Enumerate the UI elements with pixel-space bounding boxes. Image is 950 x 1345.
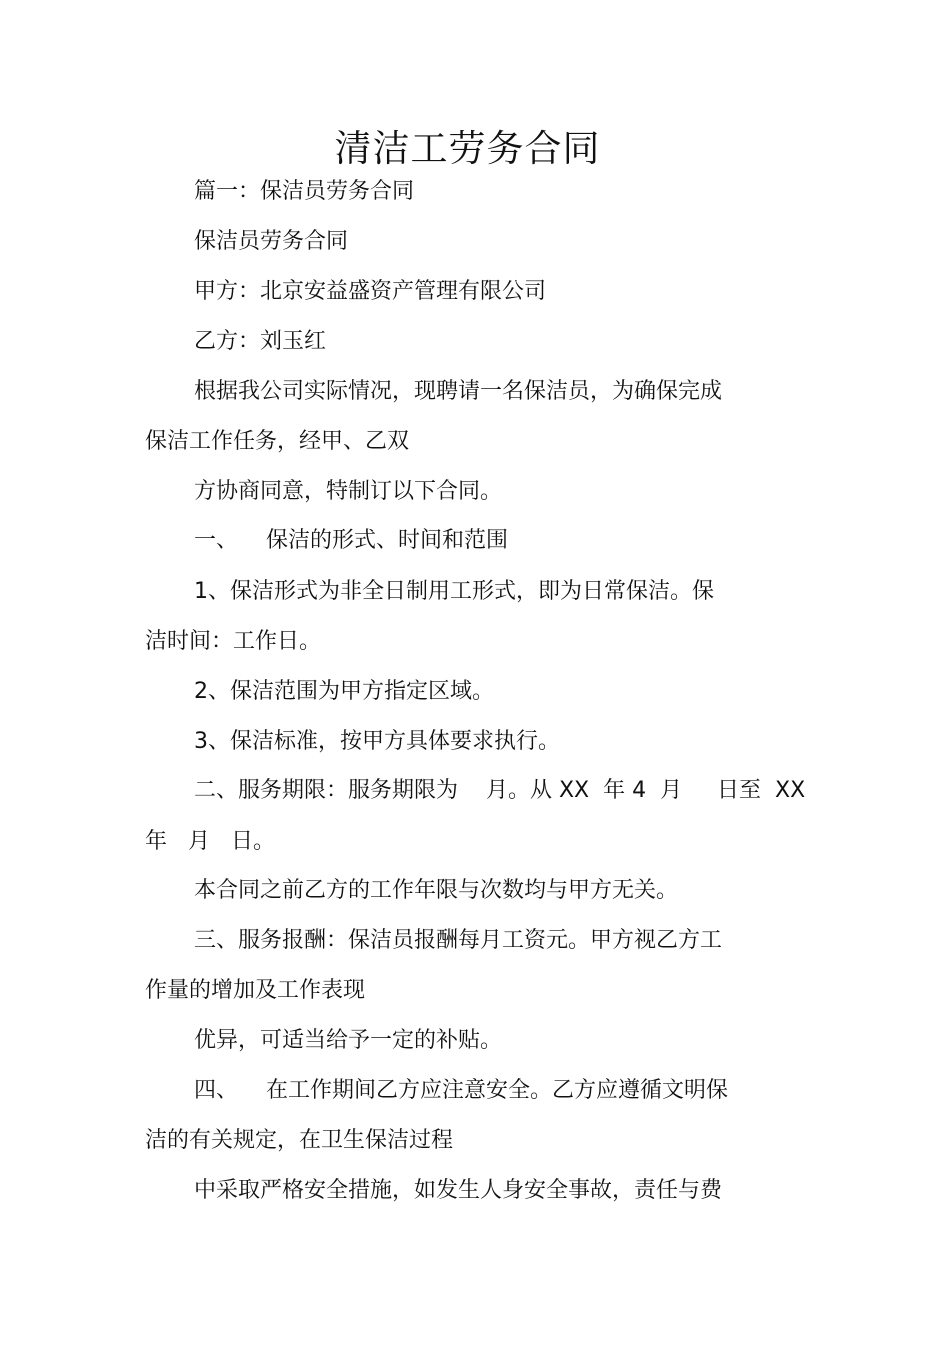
contract-subtitle: 保洁员劳务合同 xyxy=(194,229,349,254)
paragraph-line: 洁时间：工作日。 xyxy=(145,629,322,654)
party-b-line: 乙方：刘玉红 xyxy=(194,329,327,354)
paragraph-line: 1、保洁形式为非全日制用工形式，即为日常保洁。保 xyxy=(194,579,714,604)
paragraph-line: 方协商同意，特制订以下合同。 xyxy=(194,479,503,504)
paragraph-line: 优异，可适当给予一定的补贴。 xyxy=(194,1028,503,1053)
section-heading: 二、服务期限：服务期限为 月。从 XX 年 4 月 日至 XX xyxy=(194,778,806,803)
section-heading: 一、 保洁的形式、时间和范围 xyxy=(194,528,508,553)
paragraph-line: 3、保洁标准，按甲方具体要求执行。 xyxy=(194,729,560,754)
paragraph-line: 本合同之前乙方的工作年限与次数均与甲方无关。 xyxy=(194,878,679,903)
document-title: 清洁工劳务合同 xyxy=(334,127,601,170)
paragraph-line: 根据我公司实际情况，现聘请一名保洁员，为确保完成 xyxy=(194,379,723,404)
paragraph-line: 作量的增加及工作表现 xyxy=(145,978,366,1003)
section-heading-part-one: 篇一：保洁员劳务合同 xyxy=(194,179,415,204)
paragraph-line: 年 月 日。 xyxy=(145,829,275,854)
paragraph-line: 洁的有关规定，在卫生保洁过程 xyxy=(145,1128,454,1153)
section-heading: 四、 在工作期间乙方应注意安全。乙方应遵循文明保 xyxy=(194,1078,728,1103)
paragraph-line: 保洁工作任务，经甲、乙双 xyxy=(145,429,410,454)
paragraph-line: 2、保洁范围为甲方指定区域。 xyxy=(194,679,494,704)
party-a-line: 甲方：北京安益盛资产管理有限公司 xyxy=(194,279,547,304)
section-heading: 三、服务报酬：保洁员报酬每月工资元。甲方视乙方工 xyxy=(194,928,723,953)
paragraph-line: 中采取严格安全措施，如发生人身安全事故，责任与费 xyxy=(194,1178,723,1203)
